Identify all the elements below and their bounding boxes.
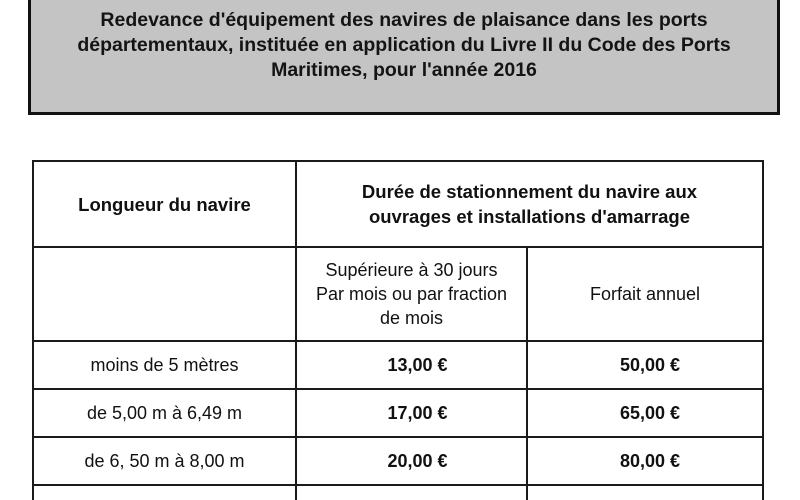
annual-price-cell: 65,00 €	[527, 389, 763, 437]
empty-subheader-cell	[33, 247, 296, 341]
cut-off-length-cell	[33, 485, 296, 500]
monthly-price-cell: 20,00 €	[296, 437, 527, 485]
length-cell: de 6, 50 m à 8,00 m	[33, 437, 296, 485]
length-cell: de 5,00 m à 6,49 m	[33, 389, 296, 437]
title-line-3: Maritimes, pour l'année 2016	[271, 59, 537, 81]
annual-column-header	[527, 247, 763, 341]
table-row	[33, 341, 763, 389]
document-title	[31, 8, 777, 83]
duration-header-line-2: ouvrages et installations d'amarrage	[368, 206, 691, 227]
monthly-price-cell: 13,00 €	[296, 341, 527, 389]
title-line-2: départementaux, instituée en application du Livre II du Code des Ports	[77, 34, 731, 56]
monthly-column-header	[296, 247, 527, 341]
annual-price-cell: 80,00 €	[527, 437, 763, 485]
rate-table	[32, 160, 764, 500]
length-column-header	[33, 161, 296, 247]
length-cell: moins de 5 mètres	[33, 341, 296, 389]
table-row-cut-off	[33, 485, 763, 500]
monthly-header-line-2: Par mois ou par fraction	[315, 284, 508, 304]
table-header-row	[33, 161, 763, 247]
table-row	[33, 437, 763, 485]
monthly-header-line-1: Supérieure à 30 jours	[325, 260, 498, 280]
table-row	[33, 389, 763, 437]
duration-group-header	[296, 161, 763, 247]
length-header-label: Longueur du navire	[78, 193, 251, 215]
annual-header-label: Forfait annuel	[589, 284, 701, 304]
table-subheader-row	[33, 247, 763, 341]
cut-off-monthly-cell	[296, 485, 527, 500]
cut-off-annual-cell	[527, 485, 763, 500]
header-banner	[28, 0, 780, 115]
monthly-header-line-3: de mois	[379, 308, 444, 328]
title-line-1: Redevance d'équipement des navires de plaisance dans les ports	[100, 9, 708, 31]
duration-header-line-1: Durée de stationnement du navire aux	[361, 181, 698, 202]
monthly-price-cell: 17,00 €	[296, 389, 527, 437]
annual-price-cell: 50,00 €	[527, 341, 763, 389]
